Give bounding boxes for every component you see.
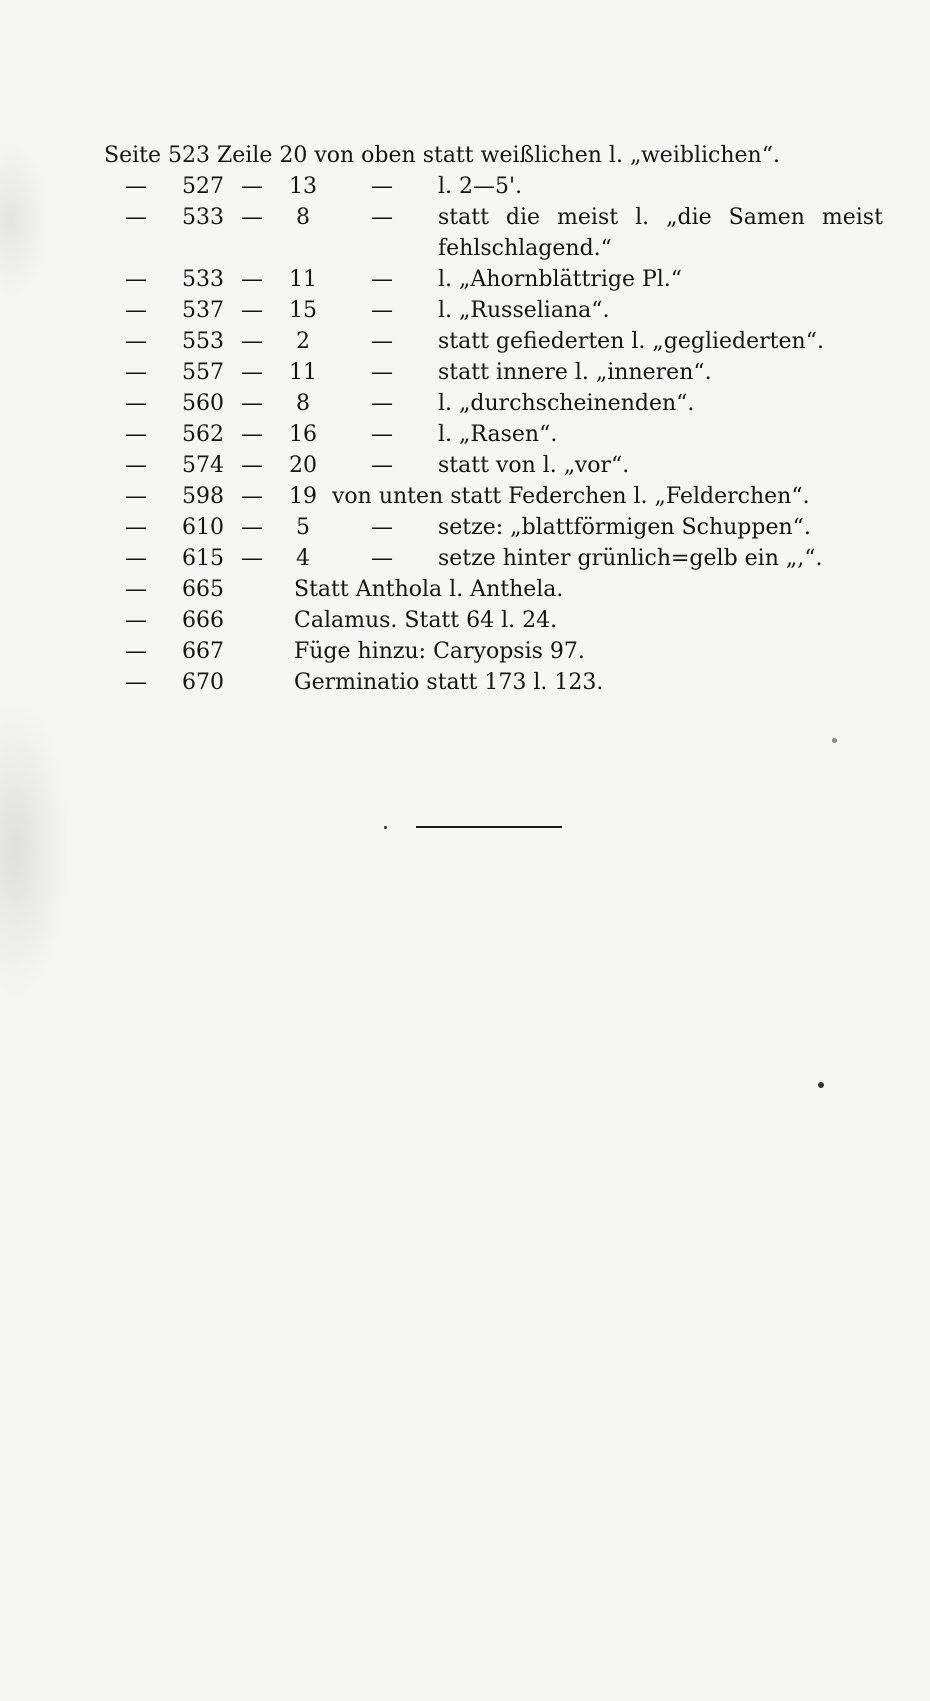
errata-row <box>0 481 930 512</box>
ditto-dash: — <box>241 267 263 292</box>
page-number: 562 <box>182 422 224 447</box>
page-number: 667 <box>182 639 224 664</box>
correction-text: von unten statt Federchen l. „Felderchen“. <box>332 484 810 509</box>
ditto-dash: — <box>125 515 147 540</box>
ditto-dash: — <box>241 546 263 571</box>
errata-row <box>0 543 930 574</box>
paper-speck <box>384 826 387 829</box>
ditto-dash: — <box>125 205 147 230</box>
ditto-dash: — <box>371 267 393 292</box>
ditto-dash: — <box>125 422 147 447</box>
ditto-dash: — <box>371 422 393 447</box>
ditto-dash: — <box>125 484 147 509</box>
correction-text: Statt Anthola l. Anthela. <box>294 577 564 602</box>
paper-speck <box>832 738 837 743</box>
page-number: 537 <box>182 298 224 323</box>
correction-text: Füge hinzu: Caryopsis 97. <box>294 639 585 664</box>
line-number: 11 <box>289 360 317 385</box>
errata-row <box>0 357 930 388</box>
page-number: 574 <box>182 453 224 478</box>
errata-row <box>0 171 930 202</box>
line-number: 11 <box>289 267 317 292</box>
page-number: 560 <box>182 391 224 416</box>
correction-text: setze hinter grünlich=gelb ein „,“. <box>438 546 823 571</box>
ditto-dash: — <box>371 453 393 478</box>
ditto-dash: — <box>371 205 393 230</box>
line-number: 8 <box>296 391 310 416</box>
errata-row <box>0 450 930 481</box>
ditto-dash: — <box>125 670 147 695</box>
errata-row <box>0 512 930 543</box>
ditto-dash: — <box>241 329 263 354</box>
correction-text: statt gefiederten l. „gegliederten“. <box>438 329 824 354</box>
page-number: 610 <box>182 515 224 540</box>
correction-text: l. 2—5'. <box>438 174 523 199</box>
ditto-dash: — <box>241 391 263 416</box>
correction-text: l. „Ahornblättrige Pl.“ <box>438 267 683 292</box>
page-number: 665 <box>182 577 224 602</box>
page-number: 533 <box>182 267 224 292</box>
ditto-dash: — <box>125 453 147 478</box>
page-number: 666 <box>182 608 224 633</box>
line-number: 4 <box>296 546 310 571</box>
errata-first-text: Seite 523 Zeile 20 von oben statt weißlichen l. „weiblichen“. <box>104 143 780 168</box>
ditto-dash: — <box>241 484 263 509</box>
ditto-dash: — <box>371 515 393 540</box>
errata-row <box>0 326 930 357</box>
line-number: 16 <box>289 422 317 447</box>
ditto-dash: — <box>241 453 263 478</box>
errata-row <box>0 605 930 636</box>
errata-row <box>0 667 930 698</box>
ditto-dash: — <box>241 360 263 385</box>
line-number: 2 <box>296 329 310 354</box>
ditto-dash: — <box>125 608 147 633</box>
line-number: 8 <box>296 205 310 230</box>
paper-speck <box>818 1082 824 1088</box>
correction-text: setze: „blattförmigen Schuppen“. <box>438 515 811 540</box>
errata-continuation <box>0 233 930 264</box>
ditto-dash: — <box>241 515 263 540</box>
page-number: 527 <box>182 174 224 199</box>
errata-row <box>0 574 930 605</box>
errata-row <box>0 295 930 326</box>
page-number: 557 <box>182 360 224 385</box>
correction-text: l. „Russeliana“. <box>438 298 610 323</box>
ditto-dash: — <box>241 174 263 199</box>
ditto-dash: — <box>125 546 147 571</box>
correction-text: statt von l. „vor“. <box>438 453 630 478</box>
ditto-dash: — <box>125 298 147 323</box>
correction-text: l. „Rasen“. <box>438 422 558 447</box>
line-number: 19 <box>289 484 317 509</box>
ditto-dash: — <box>241 298 263 323</box>
correction-text: statt innere l. „inneren“. <box>438 360 712 385</box>
errata-first-line <box>0 140 930 171</box>
line-number: 13 <box>289 174 317 199</box>
ditto-dash: — <box>241 205 263 230</box>
end-rule <box>416 826 562 828</box>
correction-text: Calamus. Statt 64 l. 24. <box>294 608 558 633</box>
ditto-dash: — <box>241 422 263 447</box>
ditto-dash: — <box>371 298 393 323</box>
correction-text: statt die meist l. „die Samen meist <box>438 205 883 230</box>
errata-row <box>0 202 930 233</box>
errata-row <box>0 636 930 667</box>
correction-text: Germinatio statt 173 l. 123. <box>294 670 604 695</box>
errata-row <box>0 419 930 450</box>
ditto-dash: — <box>125 174 147 199</box>
line-number: 20 <box>289 453 317 478</box>
errata-row <box>0 264 930 295</box>
page-number: 670 <box>182 670 224 695</box>
page-number: 553 <box>182 329 224 354</box>
ditto-dash: — <box>371 391 393 416</box>
ditto-dash: — <box>125 329 147 354</box>
ditto-dash: — <box>371 546 393 571</box>
ditto-dash: — <box>371 329 393 354</box>
paper-stain <box>0 700 70 1000</box>
page-number: 533 <box>182 205 224 230</box>
page-number: 598 <box>182 484 224 509</box>
ditto-dash: — <box>125 391 147 416</box>
correction-continuation: fehlschlagend.“ <box>438 236 612 261</box>
errata-row <box>0 388 930 419</box>
ditto-dash: — <box>125 267 147 292</box>
ditto-dash: — <box>125 360 147 385</box>
ditto-dash: — <box>125 577 147 602</box>
line-number: 5 <box>296 515 310 540</box>
ditto-dash: — <box>371 360 393 385</box>
ditto-dash: — <box>125 639 147 664</box>
ditto-dash: — <box>371 174 393 199</box>
correction-text: l. „durchscheinenden“. <box>438 391 695 416</box>
line-number: 15 <box>289 298 317 323</box>
page-number: 615 <box>182 546 224 571</box>
